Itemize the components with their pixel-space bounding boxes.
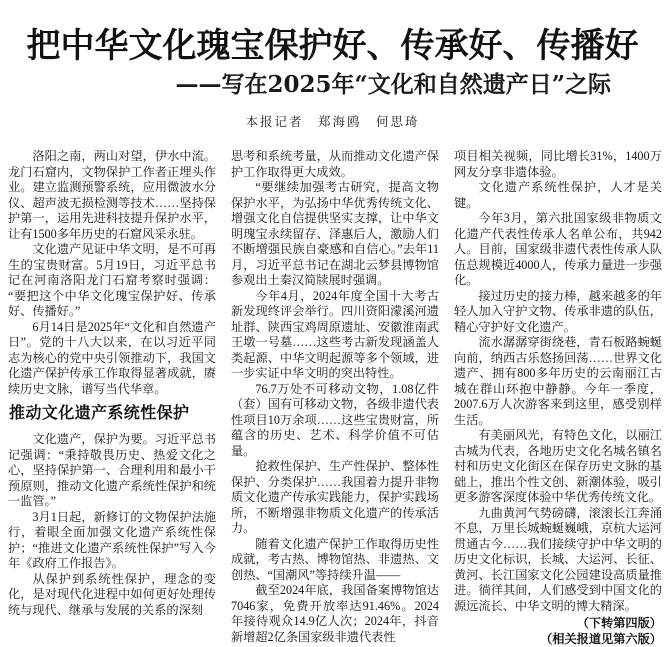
body-paragraph: 6月14日是2025年“文化和自然遗产日”。党的十八大以来，在以习近平同志为核心的党中央引领推动下，我国文化遗产保护传承工作取得显著成就，赓续历史文脉，谱写当代华章。	[8, 319, 216, 396]
body-paragraph: 九曲黄河气势磅礴，滚滚长江奔涌不息，万里长城蜿蜒巍峨，京杭大运河贯通古今……我们接续守护中华文明的历史文化标识，长城、大运河、长征、黄河、长江国家文化公园建设高质量推进。徜徉其间，人们感受到中国文化的源远流长、中华文明的博大精深。	[454, 505, 662, 613]
body-paragraph: 随着文化遗产保护工作取得历史性成就，考古热、博物馆热、非遗热、文创热、“国潮风”等持续升温——	[231, 536, 439, 582]
article-column-1	[8, 149, 216, 618]
article-column-2	[231, 149, 439, 645]
body-paragraph: 3月1日起，新修订的文物保护法施行，着眼全面加强文化遗产系统性保护；“推进文化遗产系统性保护”写入今年《政府工作报告》。	[8, 509, 216, 570]
byline: 本报记者 郑海鸥 何思琦	[245, 115, 420, 129]
body-paragraph: 76.7万处不可移动文物，1.08亿件（套）国有可移动文物，各级非遗代表性项目10万余项……这些宝贵财富，所蕴含的历史、艺术、科学价值不可估量。	[231, 381, 439, 458]
body-paragraph: 文化遗产见证中华文明，是不可再生的宝贵财富。5月19日，习近平总书记在河南洛阳龙门石窟考察时强调：“要把这个中华文化瑰宝保护好、传承好、传播好。”	[8, 242, 216, 318]
body-paragraph: 洛阳之南，两山对望，伊水中流。龙门石窟内，文物保护工作者正埋头作业。建立监测预警系统，应用微波水分仪、超声波无损检测等技术……坚持保护第一，运用先进科技提升保护水平，让有1500多年历史的石窟风采永驻。	[8, 149, 216, 241]
headline: 把中华文化瑰宝保护好、传承好、传播好	[26, 25, 639, 66]
body-paragraph: 今年3月，第六批国家级非物质文化遗产代表性传承人名单公布，共942人。目前，国家级非遗代表性传承人队伍总规模近4000人，传承力量进一步强化。	[454, 211, 662, 287]
body-paragraph: 文化遗产，保护为要。习近平总书记强调：“秉持敬畏历史、热爱文化之心，坚持保护第一、合理利用和最小干预原则，推动文化遗产系统性保护和统一监管。”	[8, 432, 216, 508]
body-paragraph: 抢救性保护、生产性保护、整体性保护、分类保护……我国着力提升非物质文化遗产传承实践能力，保护实践场所，不断增强非物质文化遗产的传承活力。	[231, 459, 439, 535]
body-paragraph-continued: 思考和系统考量，从而推动文化遗产保护工作取得更大成效。	[231, 149, 439, 179]
continued-on-page-note: （下转第四版）	[576, 616, 662, 630]
body-paragraph: “要继续加强考古研究，提高文物保护水平，为弘扬中华优秀传统文化、增强文化自信提供坚实支撑，让中华文明瑰宝永续留存、泽惠后人，激励人们不断增强民族自豪感和自信心。”去年11月，习近平总书记在湖北云梦县博物馆参观出土秦汉简牍展时强调。	[231, 180, 439, 287]
article-column-3	[454, 149, 662, 647]
body-paragraph: 接过历史的接力棒，越来越多的年轻人加入守护文物、传承非遗的队伍，精心守护好文化遗产。	[454, 288, 662, 334]
body-paragraph-continued: 项目相关视频，同比增长31%，1400万网友分享非遗体验。	[454, 149, 662, 179]
body-paragraph: 文化遗产系统性保护，人才是关键。	[454, 180, 662, 210]
section-heading: 推动文化遗产系统性保护	[9, 403, 190, 422]
body-paragraph: 流水潺潺穿街绕巷，青石板路蜿蜒向前，纳西古乐悠扬回荡……世界文化遗产、拥有800多年历史的云南丽江古城在群山环抱中静静。今年一季度，2007.6万人次游客来到这里，感受别样生活。	[454, 335, 662, 427]
related-report-note: （相关报道见第六版）	[540, 631, 662, 646]
body-paragraph: 截至2024年底，我国备案博物馆达7046家，免费开放率达91.46%。2024年接待观众14.9亿人次；2024年，抖音新增超2亿条国家级非遗代表性	[231, 583, 439, 644]
body-paragraph: 有美丽风光，有特色文化，以丽江古城为代表，各地历史文化名城名镇名村和历史文化街区在保存历史文脉的基础上，推出个性文创、新潮体验，吸引更多游客深度体验中华优秀传统文化。	[454, 428, 662, 504]
body-paragraph: 从保护到系统性保护，理念的变化，是对现代化进程中如何更好处理传统与现代、继承与发展的关系的深刻	[8, 571, 216, 617]
subheadline: ——写在2025年“文化和自然遗产日”之际	[175, 71, 611, 98]
body-paragraph: 今年4月，2024年度全国十大考古新发现终评会举行。四川资阳濛溪河遗址群、陕西宝鸡周原遗址、安徽淮南武王墩一号墓……这些考古新发现涵盖人类起源、中华文明起源等多个领域，进一步实证中华文明的突出特性。	[231, 288, 439, 380]
